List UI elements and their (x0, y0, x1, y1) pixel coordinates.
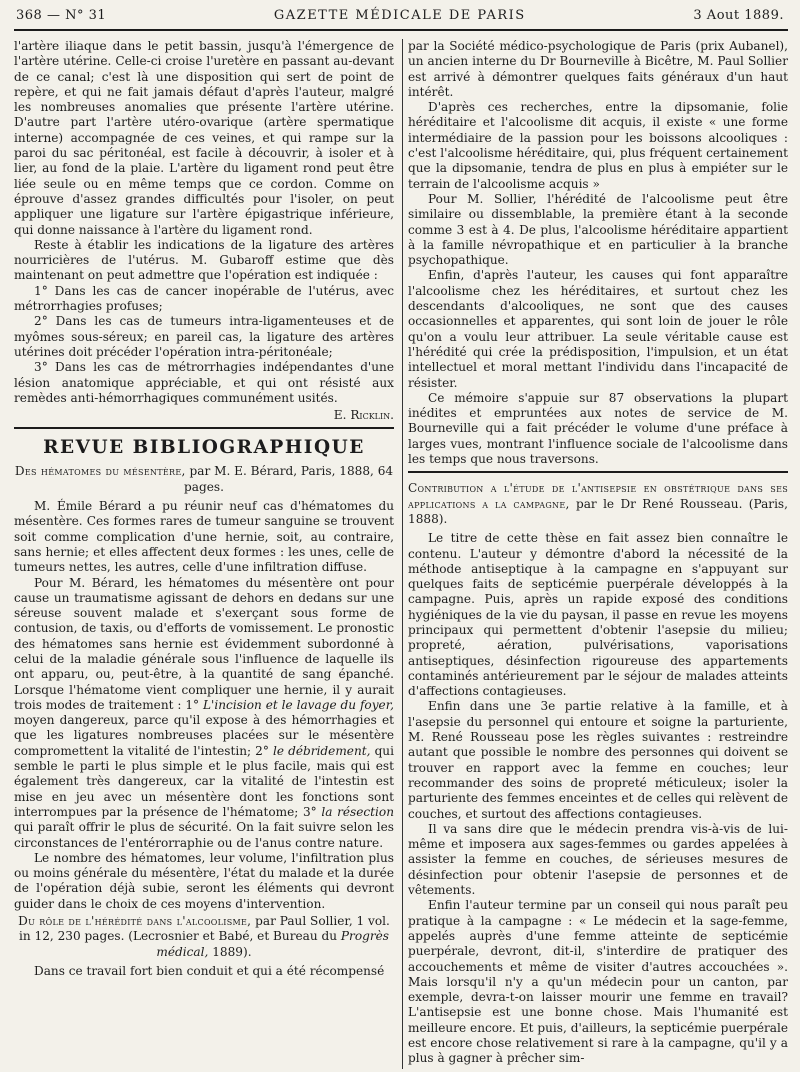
reference-details: par Paul Sollier, 1 vol. in 12, 230 pages. (Lecrosnier et Babé, et Bureau du (19, 914, 390, 944)
italic-run: la résection (321, 804, 394, 819)
section-divider (408, 471, 788, 473)
reference-year: 1889). (212, 944, 252, 959)
reference-details: par le Dr René Rousseau. (Paris, 1888). (408, 496, 788, 526)
paragraph: Le titre de cette thèse en fait assez bien connaître le contenu. L'auteur y démontre d'abord la nécessité de la méthode antiseptique à la campagne en s'appuyant sur quelques faits de septicémie puerpérale développés à la campagne. Puis, après un rapide exposé des conditions hygiéniques de la vie du paysan, il passe en revue les moyens principaux qui permettent d'obtenir l'asepsie du milieu; propreté, aération, pulvérisations, vaporisations antiseptiques, désinfection rigoureuse des appartements contaminés antérieurement par le séjour de malades atteints d'affections contagieuses. (408, 531, 788, 699)
italic-run: L'incision et le lavage du foyer, (203, 697, 394, 712)
paragraph: Reste à établir les indications de la ligature des artères nourricières de l'utérus. M. Gubaroff estime que dès maintenant on peut admettre que l'opération est indiquée : (14, 237, 394, 283)
column-rule (402, 39, 403, 1069)
paragraph: Pour M. Sollier, l'hérédité de l'alcoolisme peut être similaire ou dissemblable, la première étant à la seconde comme 3 est à 4. De plus, l'alcoolisme héréditaire appartient à la famille névropathique et en particulier à la branche psychopathique. (408, 191, 788, 268)
section-divider (14, 427, 394, 429)
two-column-body (14, 39, 788, 1069)
paragraph: Enfin l'auteur termine par un conseil qui nous paraît peu pratique à la campagne : « Le médecin et la sage-femme, appelés auprès d'une femme atteinte de septicémie puerpérale, devront, dit-il, s'interdire de pratiquer des accouchements et même de visiter d'autres accouchées ». Mais lorsqu'il n'y a qu'un médecin pour un canton, par exemple, devra-t-on laisser mourir une femme en travail? L'antisepsie est une bonne chose. Mais l'humanité est meilleure encore. Et puis, d'ailleurs, la septicémie puerpérale est encore chose relativement si rare à la campagne, qu'il y a plus à gagner à prêcher sim- (408, 898, 788, 1066)
text-run: Pour M. Bérard, les hématomes du mésentère ont pour cause un traumatisme agissant de dehors en dedans sur une séreuse souvent malade et s'exerçant sous forme de contusion, de taxis, ou d'efforts de vomissement. Le pronostic des hématomes sans hernie est évidemment subordonné à celui de la maladie générale sous l'influence de laquelle ils ont apparu, ou, peut-être, à la quantité de sang épanché. Lorsque l'hématome vient compliquer une hernie, il y aurait trois modes de traitement : 1° (14, 575, 394, 712)
section-title: REVUE BIBLIOGRAPHIQUE (43, 437, 365, 459)
reference-details: par M. E. Bérard, Paris, 1888, 64 pages. (184, 464, 394, 494)
reference-title: Du rôle de l'hérédité dans l'alcoolisme, (18, 914, 252, 929)
paragraph: 1° Dans les cas de cancer inopérable de l'utérus, avec métrorrhagies profuses; (14, 283, 394, 314)
bibliographic-reference (14, 464, 394, 495)
paragraph: Dans ce travail fort bien conduit et qui a été récompensé (34, 963, 385, 978)
page-number: 368 — N° 31 (16, 8, 107, 23)
text-run: qui paraît offrir le plus de sécurité. On la fait suivre selon les circonstances de l'entérorraphie ou de l'anus contre nature. (14, 820, 394, 850)
bibliographic-reference (408, 481, 788, 527)
issue-date: 3 Aout 1889. (693, 8, 784, 23)
reference-publisher: Progrès médical, (156, 929, 389, 959)
paragraph: Le nombre des hématomes, leur volume, l'infiltration plus ou moins générale du mésentère, l'état du malade et la durée de l'opération déjà subie, seront les éléments qui devront guider dans le choix de ces moyens d'intervention. (14, 850, 394, 911)
text-run: moyen dangereux, parce qu'il expose à des hémorrhagies et que les ligatures nombreuses placées sur le mésentère compromettent la vitalité de l'intestin; 2° (14, 713, 394, 758)
left-column (14, 39, 394, 1069)
right-column (408, 39, 788, 1069)
author-signature: E. Ricklin. (333, 408, 394, 423)
paragraph: l'artère iliaque dans le petit bassin, jusqu'à l'émergence de l'artère utérine. Celle-ci croise l'uretère en passant au-devant de ce canal; c'est là une disposition qui sert de point de repère, et qui ne fait jamais défaut d'après l'auteur, malgré les nombreuses anomalies que présente l'artère utérine. D'autre part l'artère utéro-ovarique (artère spermatique interne) accompagnée de ces veines, et qui rampe sur la paroi du sac péritonéal, est facile à découvrir, à isoler et à lier, au fond de la plaie. L'artère du ligament rond peut être liée seule ou en même temps que ce cordon. Comme on éprouve d'assez grandes difficultés pour l'isoler, on peut appliquer une ligature sur l'artère épigastrique inférieure, qui donne naissance à l'artère du ligament rond. (14, 39, 394, 237)
paragraph: par la Société médico-psychologique de Paris (prix Aubanel), un ancien interne du Dr Bourneville à Bicêtre, M. Paul Sollier est arrivé à démontrer quelques faits généraux d'un haut intérêt. (408, 39, 788, 99)
paragraph: Enfin, d'après l'auteur, les causes qui font apparaître l'alcoolisme chez les héréditaires, et surtout chez les descendants d'alcooliques, ne sont que des causes occasionnelles et apparentes, qui sont loin de jouer le rôle qu'on a voulu leur attribuer. La seule véritable cause est l'hérédité qui crée la prédisposition, l'impulsion, et un état intellectuel et moral mettant l'individu dans l'incapacité de résister. (408, 268, 788, 390)
journal-title: GAZETTE MÉDICALE DE PARIS (273, 8, 526, 23)
paragraph: M. Émile Bérard a pu réunir neuf cas d'hématomes du mésentère. Ces formes rares de tumeur sanguine se trouvent soit comme complication d'une hernie, soit, au contraire, sans hernie; et elles affectent deux formes : les unes, celle de tumeurs nettes, les autres, celle d'une infiltration diffuse. (14, 499, 394, 575)
reference-title: Contribution a l'étude de l'antisepsie en obstétrique dans ses applications a la campagne, (408, 481, 788, 511)
paragraph: D'après ces recherches, entre la dipsomanie, folie héréditaire et l'alcoolisme dit acquis, il existe « une forme intermédiaire de la passion pour les boissons alcooliques : c'est l'alcoolisme héréditaire, qui, plus fréquent certainement que la dipsomanie, tendra de plus en plus à empiéter sur le terrain de l'alcoolisme acquis » (408, 100, 788, 191)
paragraph: 2° Dans les cas de tumeurs intra-ligamenteuses et de myômes sous-séreux; en pareil cas, la ligature des artères utérines doit précéder l'opération intra-péritonéale; (14, 314, 394, 359)
paragraph: 3° Dans les cas de métrorrhagies indépendantes d'une lésion anatomique appréciable, et qui ont résisté aux remèdes anti-hémorrhagiques communément usités. (14, 360, 394, 405)
bibliographic-reference (14, 914, 394, 960)
page-header (14, 8, 788, 31)
reference-title: Des hématomes du mésentère, (14, 464, 186, 479)
paragraph: Il va sans dire que le médecin prendra vis-à-vis de lui-même et imposera aux sages-femmes ou gardes appelées à assister la femme en couches, de sérieuses mesures de désinfection pour obtenir l'asepsie de personnes et de vêtements. (408, 821, 788, 898)
text-run: qui semble le parti le plus simple et le plus facile, mais qui est également très dangereux, car la vitalité de l'intestin est mise en jeu avec un mésentère dont les fonctions sont interrompues par la présence de l'hématome; 3° (14, 743, 394, 819)
italic-run: le débridement, (273, 743, 371, 758)
paragraph: Enfin dans une 3e partie relative à la famille, et à l'asepsie du personnel qui entoure et soigne la parturiente, M. René Rousseau pose les règles suivantes : restreindre autant que possible le nombre des personnes qui doivent se trouver en rapport avec la femme en couches; leur recommander des soins de propreté méticuleux; isoler la parturiente des femmes enceintes et de celles qui relèvent de couches, et surtout des affections contagieuses. (408, 699, 788, 821)
paragraph: Ce mémoire s'appuie sur 87 observations la plupart inédites et empruntées aux notes de service de M. Bourneville qui a fait précéder le volume d'une préface à larges vues, montrant l'influence sociale de l'alcoolisme dans les temps que nous traversons. (408, 390, 788, 467)
paragraph (14, 576, 394, 851)
